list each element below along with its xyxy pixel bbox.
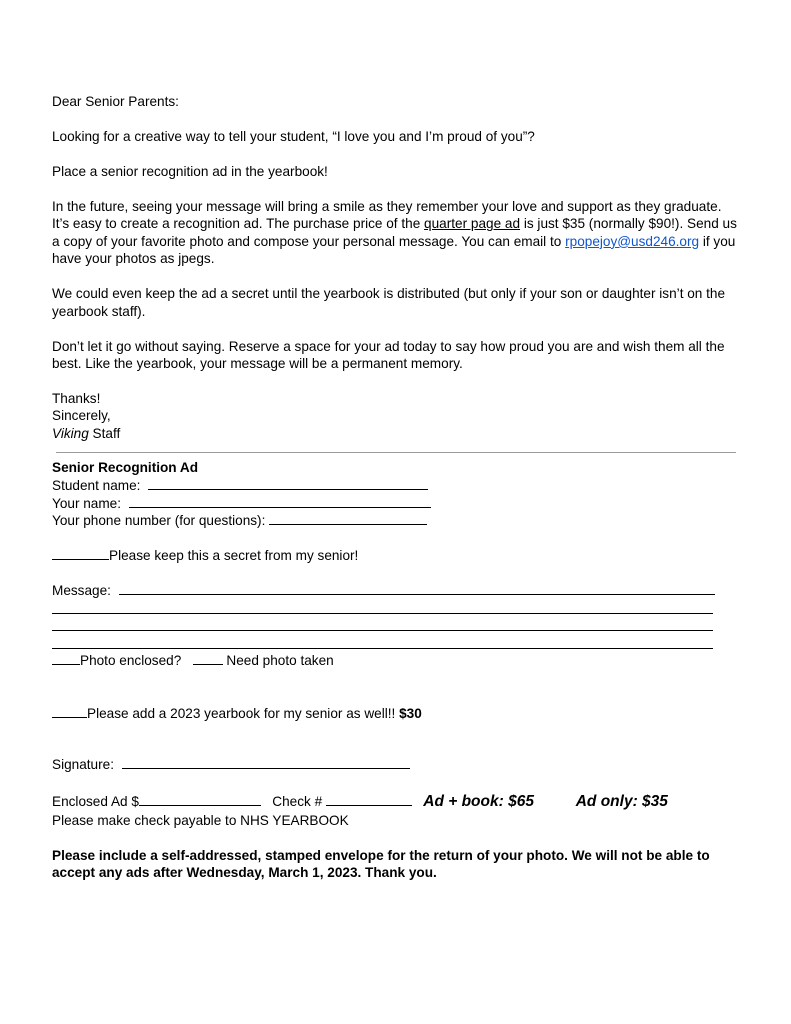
- photo-enclosed-checkbox-line[interactable]: [52, 651, 80, 665]
- yearbook-label: Please add a 2023 yearbook for my senior as well!!: [87, 706, 396, 721]
- secret-label: Please keep this a secret from my senior!: [109, 548, 359, 564]
- email-link[interactable]: rpopejoy@usd246.org: [565, 233, 700, 249]
- salutation: Dear Senior Parents:: [52, 94, 179, 109]
- footer-note-block: [52, 847, 736, 882]
- thanks-line: Thanks!: [52, 391, 101, 407]
- photo-row: [52, 651, 334, 669]
- pricing-text-c: if you have your photos as jpegs.: [52, 233, 736, 267]
- yearbook-checkbox-line[interactable]: [52, 704, 87, 718]
- pricing-paragraph: [52, 198, 740, 268]
- photo-enclosed-label: Photo enclosed?: [80, 653, 182, 668]
- letter-body: [52, 93, 740, 442]
- sincerely-line: Sincerely,: [52, 408, 111, 424]
- yearbook-row: [52, 704, 422, 722]
- student-name-field[interactable]: [148, 476, 428, 490]
- intro-question: Looking for a creative way to tell your student, “I love you and I’m proud of you”?: [52, 129, 535, 144]
- staff-word: Staff: [88, 425, 121, 441]
- secret-paragraph: We could even keep the ad a secret until the yearbook is distributed (but only if your son or daughter isn’t on the yearbook staff).: [52, 286, 726, 319]
- pricing-text-b: is just $35 (normally $90!). Send us a copy of your favorite photo and compose your personal message. You can email to: [52, 216, 737, 249]
- message-field-line-2[interactable]: [52, 613, 713, 614]
- signature-row: [52, 755, 410, 773]
- section-divider: [56, 452, 736, 453]
- pricing-text-a: In the future, seeing your message will bring a smile as they remember your love and support as they graduate. It’s easy to create a recognition ad. The purchase price of the: [52, 199, 722, 232]
- your-name-label: Your name:: [52, 495, 122, 511]
- signature-field[interactable]: [122, 755, 410, 769]
- need-photo-label: Need photo taken: [226, 653, 334, 668]
- quarter-page-ad-link: quarter page ad: [424, 216, 521, 232]
- payable-row: [52, 812, 349, 829]
- ad-book-price: Ad + book: $65: [423, 793, 534, 810]
- signature-staff: [52, 425, 740, 442]
- your-name-field[interactable]: [129, 494, 431, 508]
- order-form: [52, 459, 740, 599]
- ad-only-price: Ad only: $35: [575, 793, 668, 810]
- student-name-label: Student name:: [52, 478, 141, 494]
- secret-checkbox-line[interactable]: [52, 546, 109, 560]
- need-photo-checkbox-line[interactable]: [193, 651, 223, 665]
- payable-note: Please make check payable to NHS YEARBOOK: [52, 813, 349, 828]
- message-field-line-4[interactable]: [52, 648, 713, 649]
- intro-call-to-action: Place a senior recognition ad in the yearbook!: [52, 164, 328, 179]
- payment-row: [52, 792, 668, 810]
- enclosed-amount-field[interactable]: [139, 792, 261, 806]
- footer-note: Please include a self-addressed, stamped envelope for the return of your photo. We will not be able to accept any ads after Wednesday, March 1, 2023. Thank you.: [52, 848, 710, 881]
- phone-field[interactable]: [269, 511, 427, 525]
- check-number-field[interactable]: [326, 792, 412, 806]
- form-heading: Senior Recognition Ad: [52, 460, 199, 475]
- check-number-label: Check #: [272, 794, 323, 809]
- message-field-line-1[interactable]: [119, 581, 715, 595]
- viking-name: Viking: [52, 425, 89, 441]
- yearbook-price: $30: [399, 706, 422, 721]
- enclosed-ad-label: Enclosed Ad $: [52, 794, 139, 809]
- message-label: Message:: [52, 583, 111, 599]
- message-field-line-3[interactable]: [52, 630, 713, 631]
- memory-paragraph: Don’t let it go without saying. Reserve a space for your ad today to say how proud you are and wish them all the best. Like the yearbook, your message will be a permanent memory.: [52, 338, 725, 372]
- phone-label: Your phone number (for questions):: [52, 513, 266, 529]
- signature-label: Signature:: [52, 757, 114, 772]
